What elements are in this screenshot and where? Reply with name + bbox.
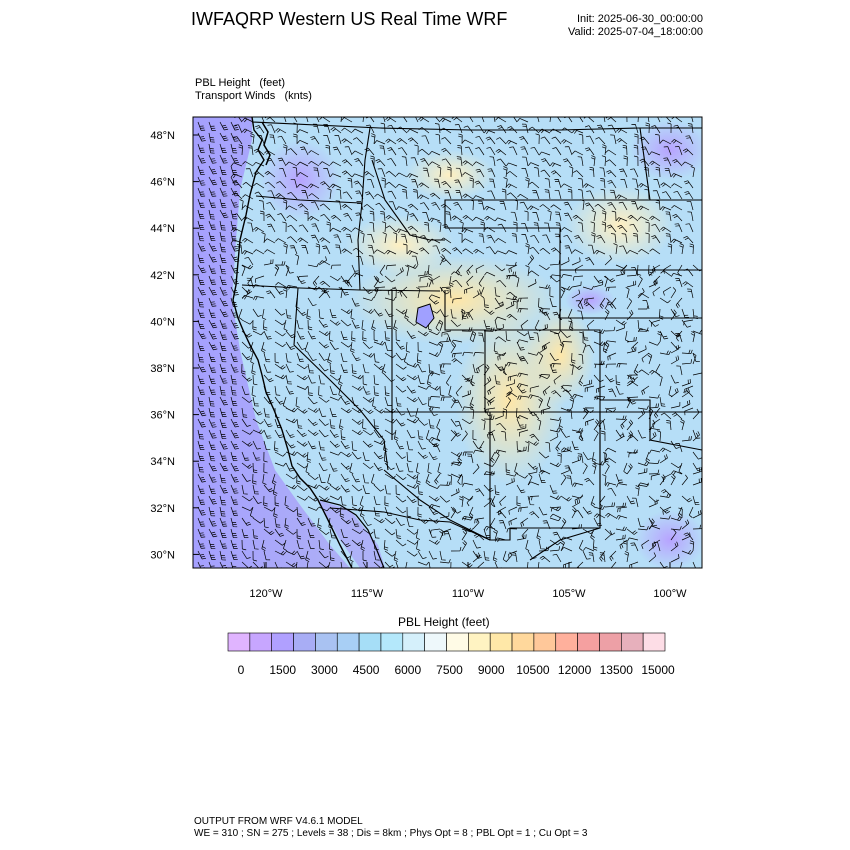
colorbar-tick-label: 7500 bbox=[436, 663, 463, 677]
colorbar-swatch bbox=[621, 633, 643, 651]
colorbar-swatch bbox=[425, 633, 447, 651]
lon-label: 110°W bbox=[451, 588, 485, 600]
colorbar-swatch bbox=[294, 633, 316, 651]
colorbar-tick-label: 0 bbox=[237, 663, 245, 677]
colorbar-tick-label: 1500 bbox=[269, 663, 297, 677]
colorbar-swatch bbox=[534, 633, 556, 651]
colorbar-tick-label: 10500 bbox=[516, 663, 550, 677]
colorbar-tick-label: 15000 bbox=[641, 663, 675, 677]
lat-label: 32°N bbox=[150, 502, 175, 515]
plot-title: IWFAQRP Western US Real Time WRF bbox=[191, 9, 508, 29]
lat-label: 42°N bbox=[150, 269, 175, 282]
lat-label: 38°N bbox=[150, 363, 175, 375]
map-area bbox=[193, 112, 710, 573]
lat-label: 44°N bbox=[150, 223, 175, 236]
colorbar-tick-label: 9000 bbox=[477, 663, 505, 677]
colorbar-swatch bbox=[490, 633, 512, 651]
colorbar-swatch bbox=[228, 633, 250, 651]
colorbar-tick-label: 13500 bbox=[599, 663, 633, 677]
colorbar-swatch bbox=[272, 633, 294, 651]
colorbar-swatch bbox=[381, 633, 403, 651]
colorbar-swatch bbox=[359, 633, 381, 651]
colorbar bbox=[228, 633, 665, 651]
init-time: Init: 2025-06-30_00:00:00 bbox=[577, 13, 703, 25]
lon-labels bbox=[249, 588, 687, 600]
pbl-height-label: PBL Height (feet) bbox=[195, 77, 286, 89]
colorbar-swatch bbox=[315, 633, 337, 651]
valid-time: Valid: 2025-07-04_18:00:00 bbox=[568, 26, 703, 38]
pbl-low-patch bbox=[630, 120, 710, 180]
lat-label: 36°N bbox=[150, 409, 175, 422]
colorbar-swatch bbox=[447, 633, 469, 651]
lat-label: 34°N bbox=[150, 456, 175, 469]
colorbar-tick-label: 4500 bbox=[352, 663, 380, 677]
lat-label: 46°N bbox=[150, 176, 175, 189]
model-version: OUTPUT FROM WRF V4.6.1 MODEL bbox=[194, 816, 363, 827]
lat-labels bbox=[150, 130, 175, 561]
pbl-high-montana bbox=[405, 150, 495, 200]
pbl-low-patch bbox=[635, 510, 705, 570]
colorbar-tick-label: 3000 bbox=[311, 663, 338, 677]
lat-label: 48°N bbox=[150, 130, 175, 142]
lat-label: 40°N bbox=[150, 316, 175, 329]
colorbar-labels bbox=[238, 663, 675, 677]
colorbar-swatch bbox=[468, 633, 490, 651]
colorbar-swatch bbox=[250, 633, 272, 651]
colorbar-swatch bbox=[599, 633, 621, 651]
model-info bbox=[194, 816, 587, 840]
lon-label: 120°W bbox=[249, 588, 283, 600]
colorbar-swatch bbox=[556, 633, 578, 651]
lon-label: 100°W bbox=[653, 588, 687, 600]
lon-label: 105°W bbox=[552, 588, 586, 600]
lon-label: 115°W bbox=[350, 588, 384, 600]
colorbar-swatch bbox=[578, 633, 600, 651]
colorbar-tick-label: 6000 bbox=[394, 663, 422, 677]
transport-winds-label: Transport Winds (knts) bbox=[195, 90, 312, 102]
colorbar-swatch bbox=[403, 633, 425, 651]
model-config: WE = 310 ; SN = 275 ; Levels = 38 ; Dis = 8km ; Phys Opt = 8 ; PBL Opt = 1 ; Cu Opt = 3 bbox=[194, 828, 588, 839]
colorbar-swatch bbox=[643, 633, 665, 651]
lat-label: 30°N bbox=[150, 549, 175, 562]
colorbar-title: PBL Height (feet) bbox=[398, 615, 490, 629]
colorbar-swatch bbox=[337, 633, 359, 651]
colorbar-swatch bbox=[512, 633, 534, 651]
colorbar-tick-label: 12000 bbox=[557, 663, 592, 677]
